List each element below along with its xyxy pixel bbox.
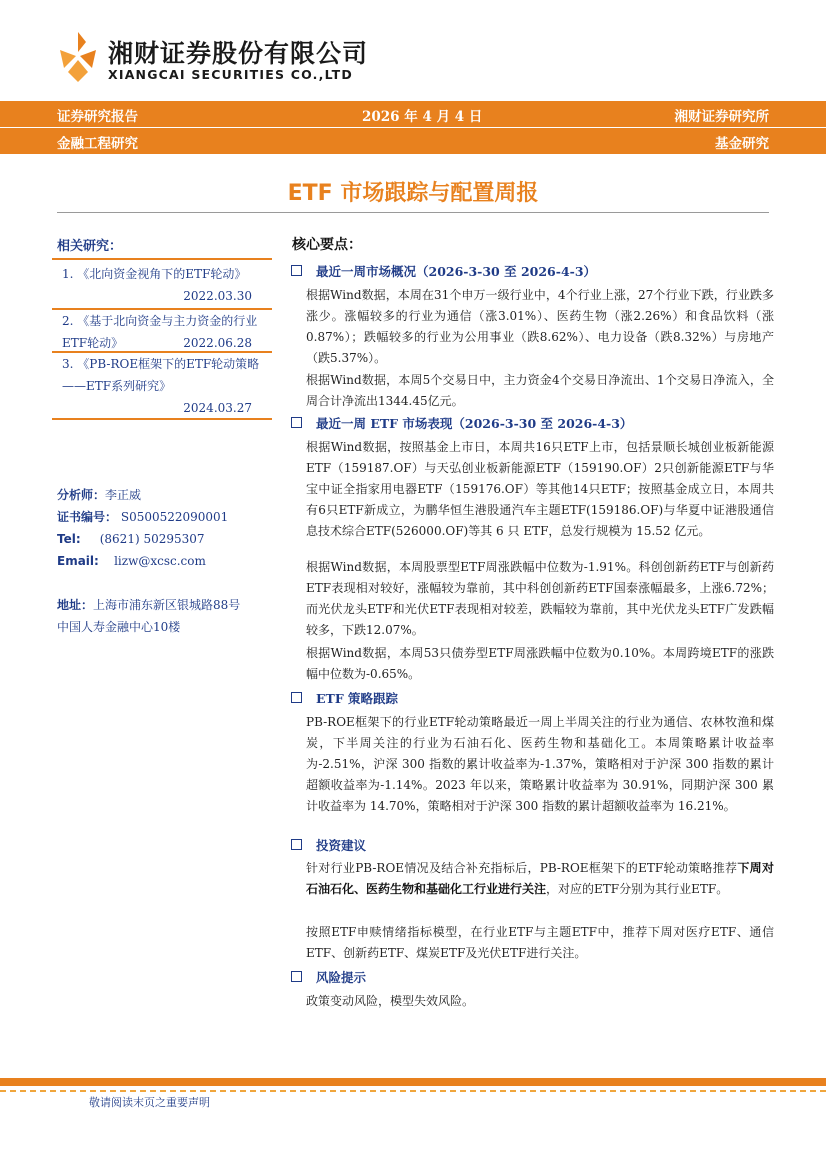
paragraph: 根据Wind数据，本周在31个申万一级行业中，4个行业上涨，27个行业下跌，行业跌多涨少。涨幅较多的行业为通信（涨3.01%）、医药生物（涨2.26%）和食品饮料（涨0.87%）；跌幅较多的行业为公用事业（跌8.62%）、电力设备（跌8.32%）与房地产（跌5.37%）。: [306, 288, 774, 365]
paragraph: 根据Wind数据，本周5个交易日中，主力资金4个交易日净流出、1个交易日净流入，全周合计净流出1344.45亿元。: [306, 373, 774, 408]
checkbox-bullet-icon: [291, 839, 302, 850]
related-date: 2022.06.28: [183, 336, 252, 350]
report-title: ETF 市场跟踪与配置周报: [287, 181, 539, 206]
address-label: 地址：: [57, 598, 94, 612]
related-item[interactable]: [62, 263, 272, 307]
related-item[interactable]: [62, 310, 272, 354]
report-subcategory: 基金研究: [715, 136, 769, 152]
section-market-overview-title: 最近一周市场概况（2026-3-30 至 2026-4-3）: [291, 262, 596, 280]
company-name-en: XIANGCAI SECURITIES CO.,LTD: [108, 67, 353, 82]
related-title: 《北向资金视角下的ETF轮动》: [77, 267, 247, 281]
cert-line: [57, 506, 228, 528]
company-name-cn: 湘财证券股份有限公司: [108, 39, 369, 68]
paragraph: 根据Wind数据，按照基金上市日，本周共16只ETF上市，包括景顺长城创业板新能源ETF（159187.OF）与天弘创业板新能源ETF（159190.OF）2只创新能源ETF与华宝中证全指家用电器ETF（159176.OF）等其他14只ETF；按照基金成立日，本周共有6只ETF新成立，为鹏华恒生港股通汽车主题ETF(159186.OF)与华夏中证港股通信息技术综合ETF(526000.OF)等其 6 只 ETF，总发行规模为 15.52 亿元。: [306, 440, 774, 538]
related-date: 2022.03.30: [183, 289, 252, 303]
cert-number: S0500522090001: [120, 510, 229, 524]
section-strategy-tracking-title: ETF 策略跟踪: [291, 689, 398, 707]
header-band-bottom: [0, 128, 826, 154]
footer-disclaimer: 敬请阅读末页之重要声明: [89, 1096, 210, 1109]
email-address[interactable]: lizw@xcsc.com: [114, 554, 206, 568]
analyst-name: 李正威: [105, 488, 142, 502]
checkbox-bullet-icon: [291, 265, 302, 276]
related-title: 《基于北向资金与主力资金的行业ETF轮动》: [62, 314, 258, 350]
sidebar-divider: [52, 418, 272, 420]
paragraph: 针对行业PB-ROE情况及结合补充指标后，PB-ROE框架下的ETF轮动策略推荐下周对石油石化、医药生物和基础化工行业进行关注，对应的ETF分别为其行业ETF。: [306, 861, 774, 896]
cert-label: 证书编号：: [57, 510, 118, 524]
header-band-top: [0, 101, 826, 127]
footer-band: [0, 1078, 826, 1086]
address-line-2: 中国人寿金融中心10楼: [57, 620, 181, 634]
checkbox-bullet-icon: [291, 692, 302, 703]
tel-line: [57, 528, 205, 550]
address-block: [57, 594, 240, 638]
address-line-1: 上海市浦东新区银城路88号: [93, 598, 241, 612]
report-type: 证券研究报告: [57, 109, 138, 125]
company-logo-icon: [56, 30, 100, 84]
tel-label: Tel:: [57, 532, 81, 546]
section-investment-advice-title: 投资建议: [291, 836, 366, 854]
report-category: 金融工程研究: [57, 136, 138, 152]
email-label: Email:: [57, 554, 99, 568]
report-date: 2026 年 4 月 4 日: [362, 109, 483, 125]
sidebar-divider: [52, 258, 272, 260]
checkbox-bullet-icon: [291, 417, 302, 428]
paragraph: 按照ETF申赎情绪指标模型，在行业ETF与主题ETF中，推荐下周对医疗ETF、通信ETF、创新药ETF、煤炭ETF及光伏ETF进行关注。: [306, 925, 774, 960]
highlight-recommendation: 下周对石油石化、医药生物和基础化工行业进行关注: [306, 861, 774, 896]
related-num: 1.: [62, 267, 74, 281]
key-points-heading: 核心要点：: [292, 237, 362, 253]
analyst-label: 分析师：: [57, 488, 106, 502]
paragraph: 根据Wind数据，本周53只债券型ETF周涨跌幅中位数为0.10%。本周跨境ETF的涨跌幅中位数为-0.65%。: [306, 646, 774, 681]
paragraph: 政策变动风险，模型失效风险。: [306, 994, 475, 1008]
section-etf-performance-title: 最近一周 ETF 市场表现（2026-3-30 至 2026-4-3）: [291, 414, 632, 432]
paragraph: PB-ROE框架下的行业ETF轮动策略最近一周上半周关注的行业为通信、农林牧渔和煤炭，下半周关注的行业为石油石化、医药生物和基础化工。本周策略累计收益率为-2.51%，沪深 300 指数的累计收益率为-1.37%，策略相对于沪深 300 指数的累计超额收益率为-1.14%。2023 年以来，策略累计收益率为 30.91%，同期沪深 300 累计收益率为 14.70%，策略相对于沪深 300 指数的累计超额收益率为 16.21%。: [306, 715, 774, 813]
institute-name: 湘财证券研究所: [674, 109, 769, 125]
footer-dashed-line: [0, 1090, 826, 1092]
section-risk-warning-title: 风险提示: [291, 968, 366, 986]
title-divider: [57, 212, 769, 213]
related-num: 3.: [62, 357, 74, 371]
checkbox-bullet-icon: [291, 971, 302, 982]
related-date: 2024.03.27: [183, 401, 252, 415]
related-title: 《PB-ROE框架下的ETF轮动策略——ETF系列研究》: [62, 357, 260, 393]
email-line: [57, 550, 206, 572]
related-num: 2.: [62, 314, 74, 328]
related-item[interactable]: [62, 353, 272, 419]
analyst-line: [57, 484, 141, 506]
tel-number: (8621) 50295307: [99, 532, 205, 546]
related-research-heading: 相关研究：: [57, 239, 123, 254]
paragraph: 根据Wind数据，本周股票型ETF周涨跌幅中位数为-1.91%。科创创新药ETF与创新药ETF表现相对较好，涨幅较为靠前，其中科创创新药ETF国泰涨幅最多，上涨6.72%；而光伏龙头ETF和光伏ETF表现相对较差，跌幅较为靠前，其中光伏龙头ETF广发跌幅较多，下跌12.07%。: [306, 560, 774, 637]
